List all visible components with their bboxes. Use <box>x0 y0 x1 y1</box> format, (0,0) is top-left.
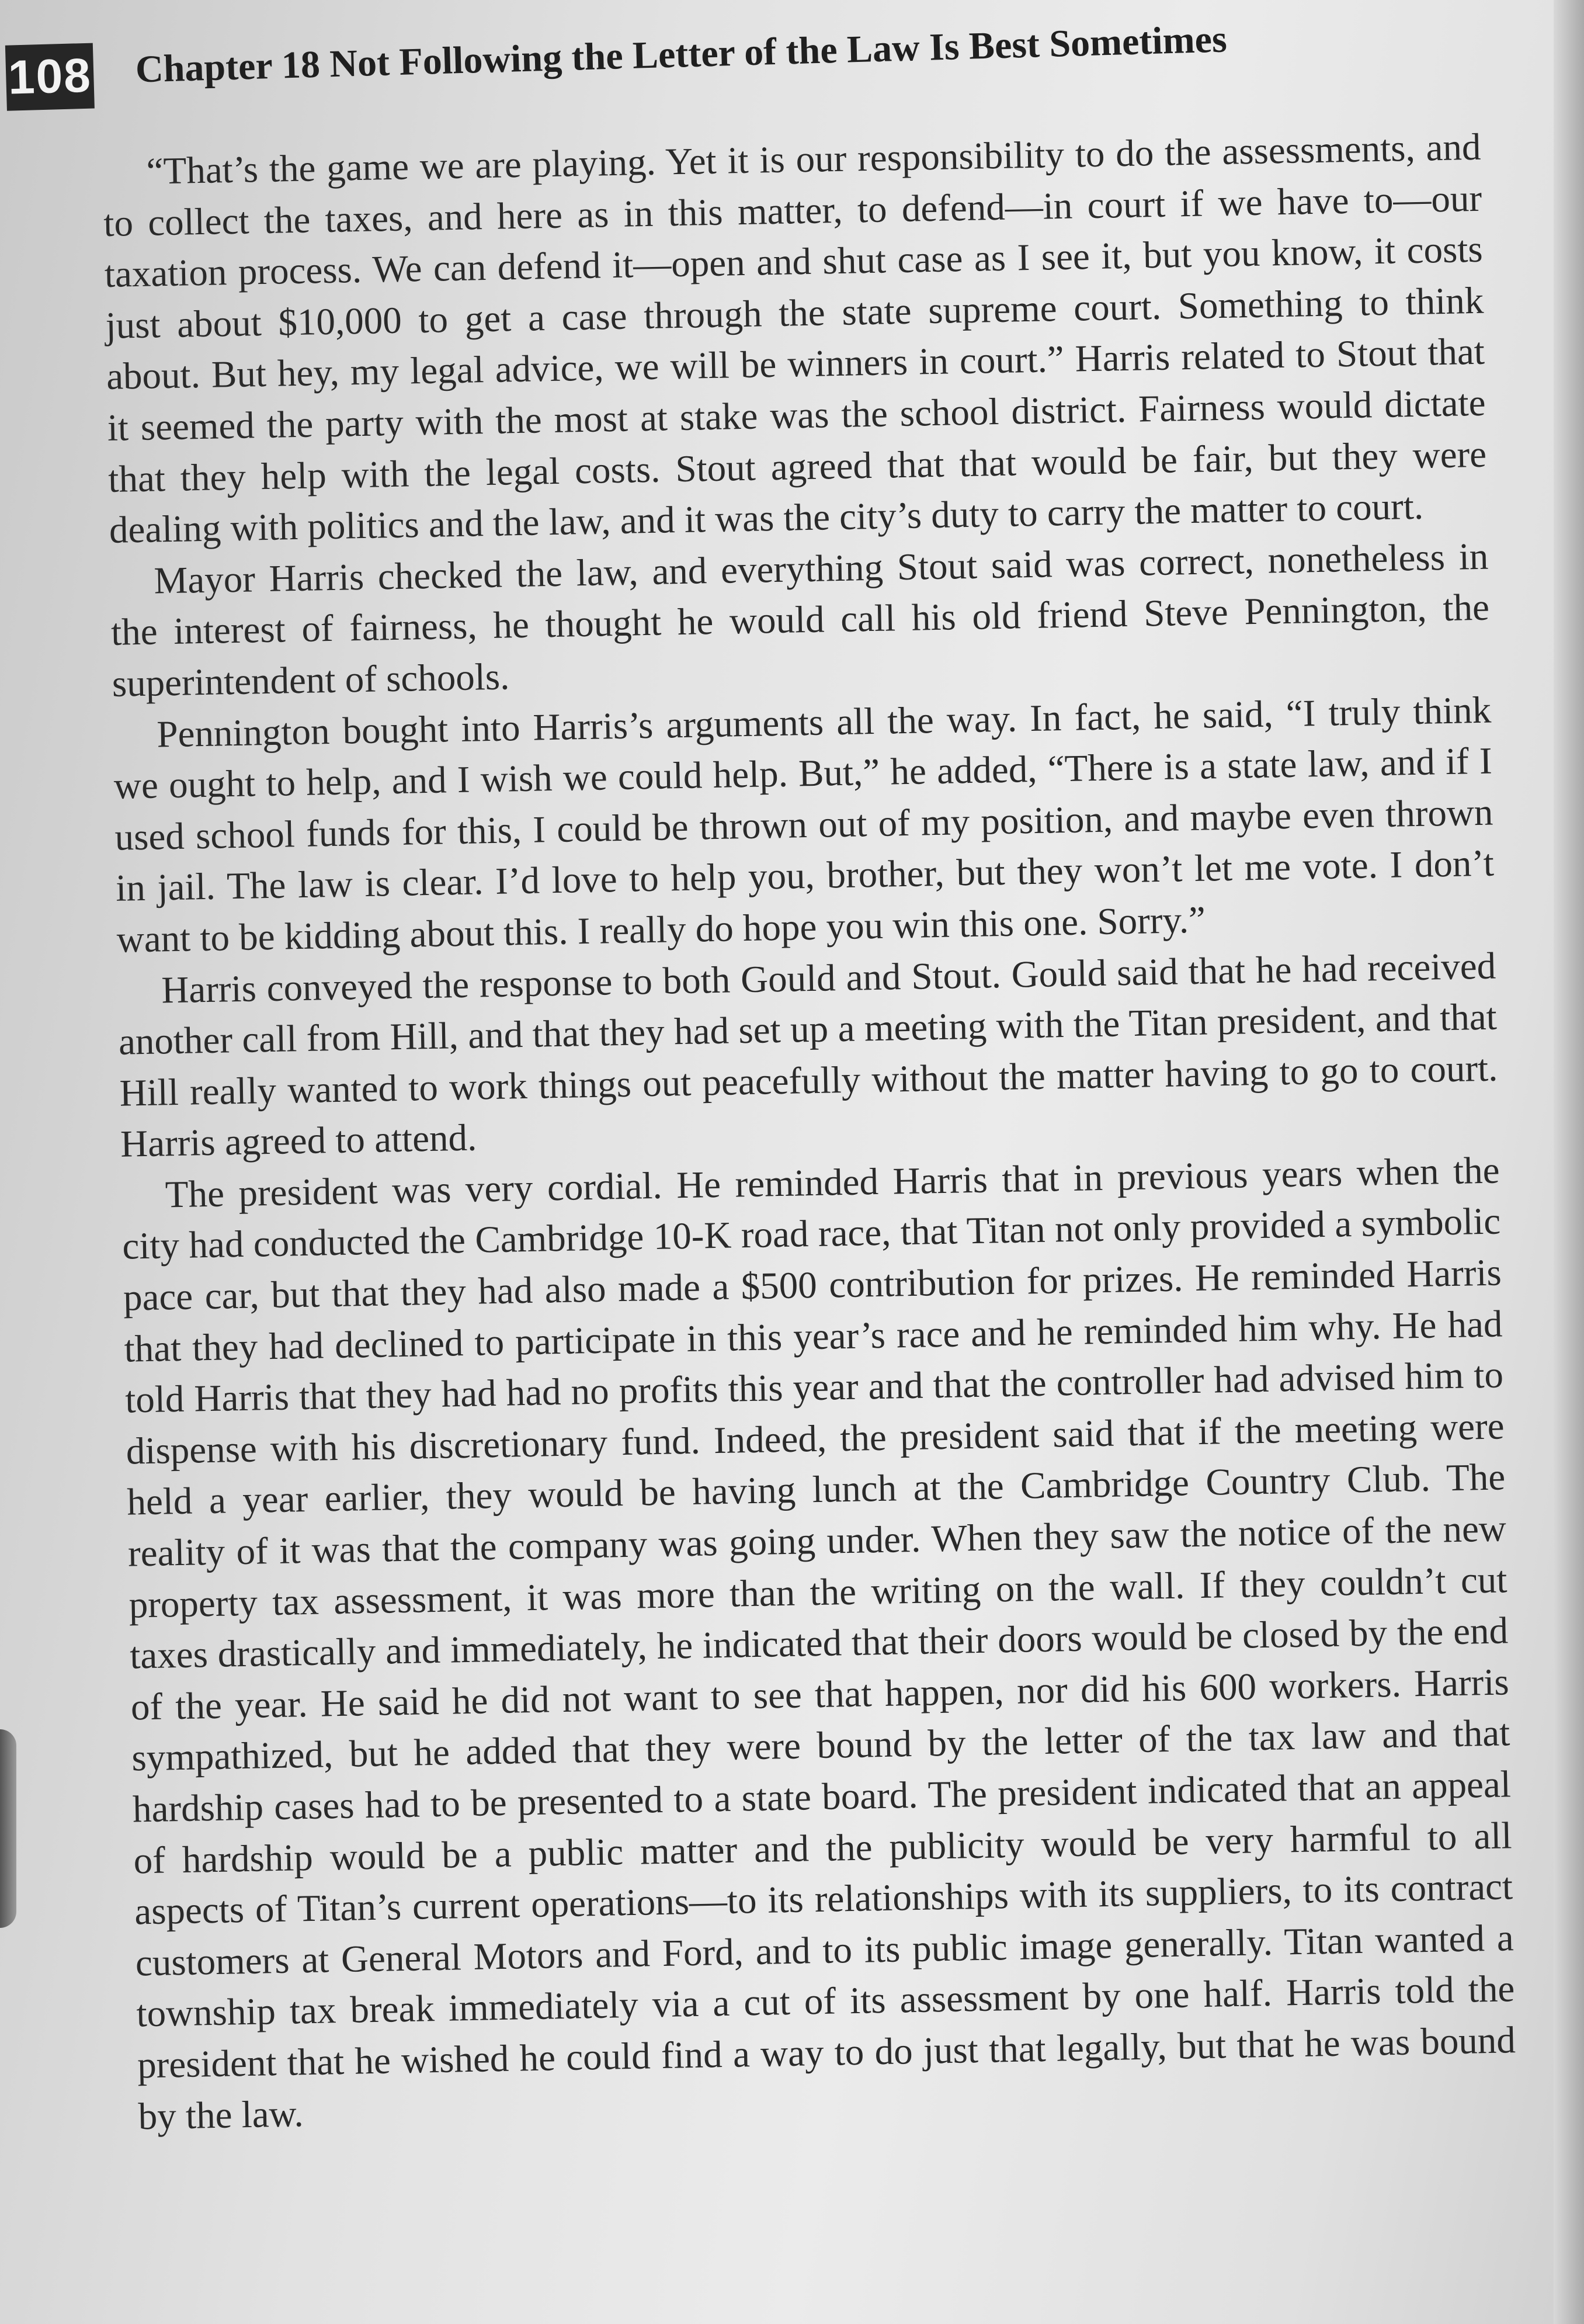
page-number: 108 <box>5 43 95 111</box>
chapter-running-head: Chapter 18 Not Following the Letter of the Law Is Best Sometimes <box>135 18 1228 91</box>
paragraph-4: Harris conveyed the response to both Gould and Stout. Gould said that he had received another call from Hill, and that they had set up a meeting with the Titan president, and that Hill really wanted to work things out peacefully without the matter having to go to court. Harris agreed to attend. <box>118 945 1498 1166</box>
page-curl-shadow <box>0 1729 16 1928</box>
paragraph-5: The president was very cordial. He reminded Harris that in previous years when the city had conducted the Cambridge 10-K road race, that Titan not only provided a symbolic pace car, but that they had also made a $500 contribution for prizes. He reminded Harris that they had declined to participate in this year’s race and he reminded him why. He had told Harris that they had had no profits this year and that the controller had advised him to dispense with his discretionary fund. Indeed, the president said that if the meeting were held a year earlier, they would be having lunch at the Cambridge Country Club. The reality of it was that the company was going under. When they saw the notice of the new property tax assessment, it was more than the writing on the wall. If they couldn’t cut taxes drastically and immediately, he indicated that their doors would be closed by the end of the year. He said he did not want to see that happen, nor did his 600 workers. Harris sympathized, but he added that they were bound by the letter of the tax law and that hardship cases had to be presented to a state board. The president indicated that an appeal of hardship would be a public matter and the publicity would be very harmful to all aspects of Titan’s current operations—to its relationships with its suppliers, to its contract customers at General Motors and Ford, and to its public image generally. Titan wanted a township tax break immediately via a cut of its assessment by one half. Harris told the president that he wished he could find a way to do just that legally, but that he was bound by the law. <box>121 1149 1516 2138</box>
body-text <box>102 122 1517 2143</box>
page-header <box>0 0 1345 110</box>
paragraph-1: “That’s the game we are playing. Yet it is our responsibility to do the assessments, and to collect the taxes, and here as in this matter, to defend—in court if we have to—our taxation process. We can defend it—open and shut case as I see it, but you know, it costs just about $10,000 to get a case through the state supreme court. Something to think about. But hey, my legal advice, we will be winners in court.” Harris related to Stout that it seemed the party with the most at stake was the school district. Fairness would dictate that they help with the legal costs. Stout agreed that that would be fair, but they were dealing with politics and the law, and it was the city’s duty to carry the matter to court. <box>103 126 1487 552</box>
paragraph-3: Pennington bought into Harris’s arguments all the way. In fact, he said, “I truly think we ought to help, and I wish we could help. But,” he added, “There is a state law, and if I used school funds for this, I could be thrown out of my position, and maybe even thrown in jail. The law is clear. I’d love to help you, brother, but they won’t let me vote. I don’t want to be kidding about this. I really do hope you win this one. Sorry.” <box>113 689 1495 961</box>
paragraph-2: Mayor Harris checked the law, and everything Stout said was correct, nonetheless in the interest of fairness, he thought he would call his old friend Steve Pennington, the superintendent of schools. <box>110 535 1490 705</box>
page-edge-shadow <box>1554 0 1584 2324</box>
